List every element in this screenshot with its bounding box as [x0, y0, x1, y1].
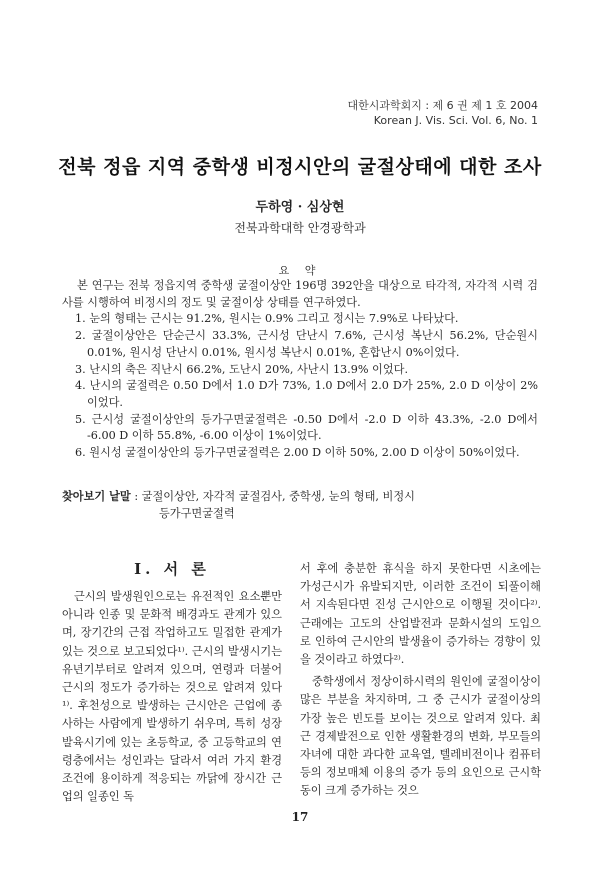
journal-citation	[347, 98, 538, 128]
body-column-left	[62, 560, 282, 806]
body-paragraph: 서 후에 충분한 휴식을 하지 못한다면 시초에는 가성근시가 유발되지만, 이러한 조건이 되풀이해서 지속된다면 진성 근시안으로 이행될 것이다²⁾. 근래에는 고도의 산업발전과 문화시설의 도입으로 인하여 근시안의 발생율이 증가하는 경향이 있을 것이라고 하였다²⁾.	[300, 562, 541, 667]
abstract-findings-list	[62, 311, 538, 461]
body-column-right	[300, 560, 541, 801]
author-affiliation: 전북과학대학 안경광학과	[234, 221, 366, 235]
page-number: 17	[291, 810, 309, 824]
keywords-list: : 굴절이상안, 자각적 굴절검사, 중학생, 눈의 형태, 비정시	[134, 490, 415, 503]
journal-citation-english: Korean J. Vis. Sci. Vol. 6, No. 1	[373, 114, 538, 127]
abstract-intro: 본 연구는 전북 정읍지역 중학생 굴절이상안 196명 392안을 대상으로 타각적, 자각적 시력 검사를 시행하여 비정시의 정도 및 굴절이상 상태를 연구하였다.	[62, 279, 538, 309]
body-paragraph: 근시의 발생원인으로는 유전적인 요소뿐만 아니라 인종 및 문화적 배경과도 관계가 있으며, 장기간의 근접 작업하고도 밀접한 관계가 있는 것으로 보고되었다¹⁾. 근시의 발생시기는 유년기부터로 알려져 있으며, 연령과 더불어 근시의 정도가 증가하는 것으로 알려져 있다¹⁾. 후천성으로 발생하는 근시안은 근업에 종사하는 사람에게 발생하기 쉬우며, 특히 성장발육시기에 있는 초등학교, 중 고등학교의 연령층에서는 성인과는 달라서 여러 가지 환경조건에 용이하게 적응되는 까닭에 장시간 근업의 일종인 독	[62, 590, 282, 804]
paper-title: 전북 정읍 지역 중학생 비정시안의 굴절상태에 대한 조사	[58, 156, 542, 178]
keywords-label: 찾아보기 낱말	[62, 490, 131, 503]
abstract-finding: 2. 굴절이상안은 단순근시 33.3%, 근시성 단난시 7.6%, 근시성 복난시 56.2%, 단순원시 0.01%, 원시성 단난시 0.01%, 원시성 복난시 0.01%, 혼합난시 0%이었다.	[75, 329, 538, 359]
keywords-list-continued: 등가구면굴절력	[159, 507, 235, 520]
abstract-body	[62, 278, 538, 462]
keywords-block	[62, 488, 538, 522]
abstract-finding: 5. 근시성 굴절이상안의 등가구면굴절력은 -0.50 D에서 -2.0 D 이하 43.3%, -2.0 D에서 -6.00 D 이하 55.8%, -6.00 이상이 1%이었다.	[75, 412, 538, 443]
journal-citation-korean: 대한시과학회지 : 제 6 권 제 1 호 2004	[347, 99, 538, 112]
abstract-finding: 3. 난시의 축은 직난시 66.2%, 도난시 20%, 사난시 13.9% 이었다.	[75, 362, 409, 376]
abstract-heading: 요 약	[278, 264, 322, 277]
abstract-finding: 6. 원시성 굴절이상안의 등가구면굴절력은 2.00 D 이하 50%, 2.00 D 이상이 50%이었다.	[75, 446, 520, 460]
abstract-finding: 4. 난시의 굴절력은 0.50 D에서 1.0 D가 73%, 1.0 D에서 2.0 D가 25%, 2.0 D 이상이 2%이었다.	[75, 379, 538, 409]
body-paragraph: 중학생에서 정상이하시력의 원인에 굴절이상이 많은 부분을 차지하며, 그 중 근시가 굴절이상의 가장 높은 빈도를 보이는 것으로 알려져 있다. 최근 경제발전으로 인한 생활환경의 변화, 부모들의 자녀에 대한 과다한 교육열, 텔레비전이나 컴퓨터 등의 정보매체 이용의 증가 등의 요인으로 근시학동이 크게 증가하는 것으	[300, 675, 541, 798]
abstract-finding: 1. 눈의 형태는 근시는 91.2%, 원시는 0.9% 그리고 정시는 7.9%로 나타났다.	[75, 312, 459, 326]
author-names: 두하영 · 심상현	[255, 200, 345, 215]
section-heading-introduction: I. 서 론	[134, 560, 210, 578]
